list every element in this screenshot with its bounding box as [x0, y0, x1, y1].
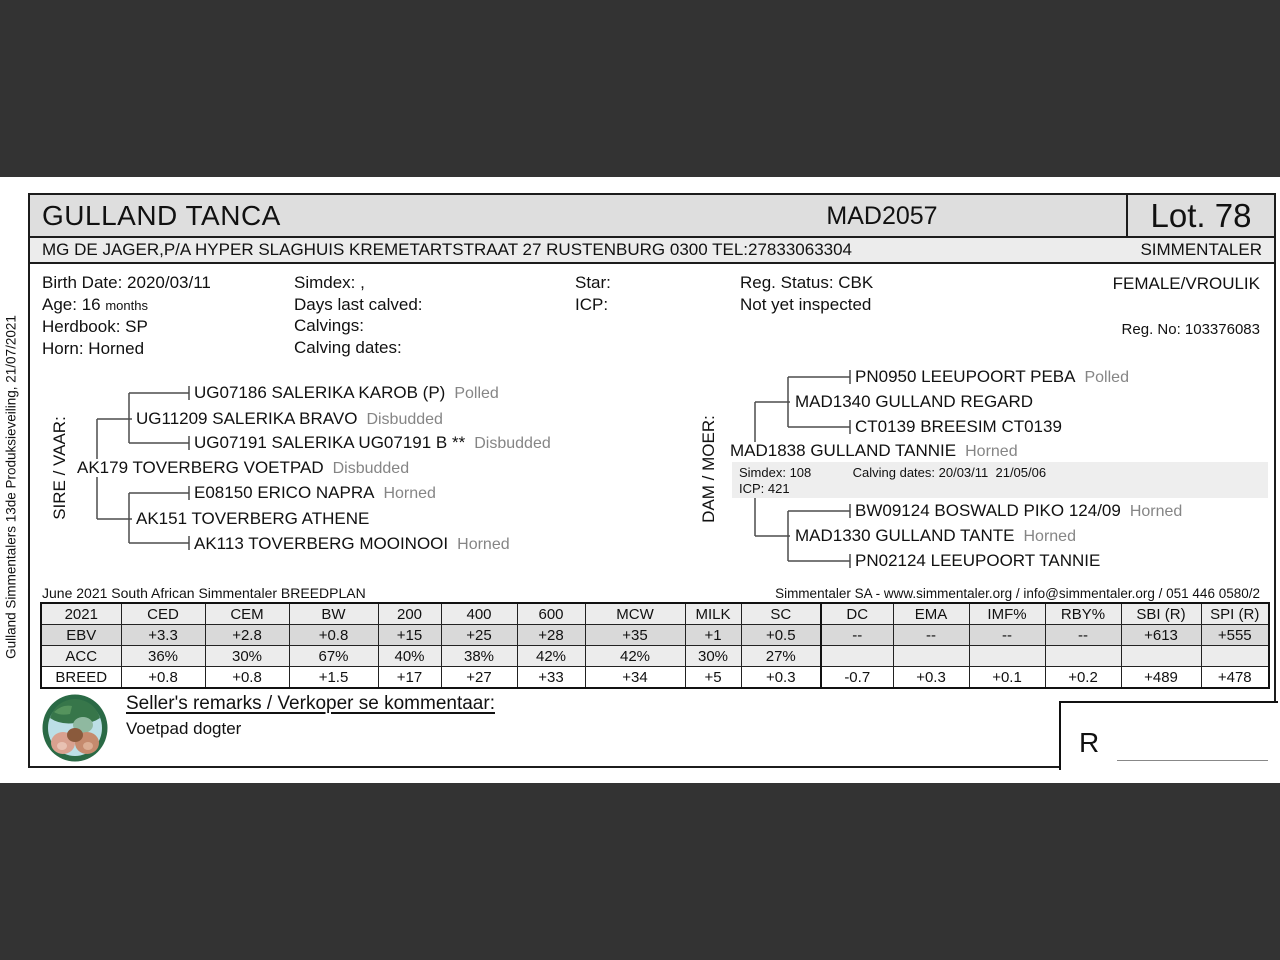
breedplan-row-breed: [41, 667, 1269, 689]
breedplan-cell: +17: [378, 667, 441, 689]
breedplan-cell: +0.8: [289, 625, 378, 646]
registration-number: Reg. No: 103376083: [1121, 321, 1260, 338]
breedplan-cell: [1045, 646, 1121, 667]
breedplan-col-dc: DC: [821, 603, 893, 625]
horn-status: Horned: [457, 536, 510, 553]
animal-code-name: BW09124 BOSWALD PIKO 124/09: [855, 501, 1121, 520]
animal-code-name: PN0950 LEEUPOORT PEBA: [855, 367, 1076, 386]
animal-code-name: UG07186 SALERIKA KAROB (P): [194, 383, 446, 402]
breedplan-cell: +0.8: [121, 667, 205, 689]
horn-status: Disbudded: [332, 460, 410, 477]
breedplan-cell: 67%: [289, 646, 378, 667]
dam-grandsire-dam: [855, 417, 1071, 437]
animal-code-name: UG11209 SALERIKA BRAVO: [136, 409, 358, 428]
calvings: Calvings:: [294, 316, 364, 335]
breedplan-row-label: ACC: [41, 646, 121, 667]
catalog-card: [28, 193, 1276, 768]
details-column-1: [42, 272, 211, 359]
lot-number: Lot. 78: [1126, 195, 1274, 236]
breedplan-cell: +555: [1201, 625, 1269, 646]
breedplan-cell: +0.1: [969, 667, 1045, 689]
sire-granddam-dam: [194, 534, 510, 554]
breedplan-cell: 42%: [517, 646, 585, 667]
breedplan-cell: +27: [441, 667, 517, 689]
breedplan-col-rby-: RBY%: [1045, 603, 1121, 625]
breedplan-row-acc: [41, 646, 1269, 667]
breedplan-col-2021: 2021: [41, 603, 121, 625]
bottom-letterbox-band: [0, 783, 1280, 960]
horn-status: Disbudded: [366, 411, 443, 428]
breedplan-cell: 30%: [205, 646, 289, 667]
breedplan-cell: +478: [1201, 667, 1269, 689]
breedplan-col-600: 600: [517, 603, 585, 625]
breedplan-col-imf-: IMF%: [969, 603, 1045, 625]
dam-dam: [795, 526, 1076, 546]
breedplan-cell: +34: [585, 667, 685, 689]
herdbook: Herdbook: SP: [42, 317, 148, 336]
animal-name: GULLAND TANCA: [42, 200, 281, 231]
breedplan-table: [40, 602, 1270, 689]
sire-column-label: SIRE / VAAR:: [50, 416, 69, 520]
breedplan-cell: [969, 646, 1045, 667]
horn-status: Horned: [383, 485, 436, 502]
dam: [730, 441, 1018, 461]
breedplan-contact: Simmentaler SA - www.simmentaler.org / info@simmentaler.org / 051 446 0580/2: [775, 586, 1260, 601]
breedplan-row-label: BREED: [41, 667, 121, 689]
breedplan-cell: +28: [517, 625, 585, 646]
animal-code-name: MAD1330 GULLAND TANTE: [795, 526, 1015, 545]
horn-status: Horned: [965, 443, 1018, 460]
inspection-status: Not yet inspected: [740, 294, 872, 314]
sire-grandsire-dam: [194, 433, 551, 453]
sire-dam: [136, 509, 378, 529]
breedplan-cell: +489: [1121, 667, 1201, 689]
breedplan-cell: +15: [378, 625, 441, 646]
breedplan-cell: [893, 646, 969, 667]
breedplan-cell: 27%: [741, 646, 821, 667]
seller-remarks-text: Voetpad dogter: [126, 719, 242, 738]
breedplan-cell: +613: [1121, 625, 1201, 646]
owner-line: MG DE JAGER,P/A HYPER SLAGHUIS KREMETARTSTRAAT 27 RUSTENBURG 0300 TEL:27833063304: [42, 240, 853, 259]
breedplan-cell: +2.8: [205, 625, 289, 646]
breedplan-cell: [821, 646, 893, 667]
sire: [77, 458, 409, 478]
animal-code-name: UG07191 SALERIKA UG07191 B **: [194, 433, 466, 452]
details-column-3: [575, 272, 611, 315]
breedplan-cell: +25: [441, 625, 517, 646]
breedplan-cell: 36%: [121, 646, 205, 667]
seller-remarks-heading: Seller's remarks / Verkoper se kommentaar:: [126, 693, 495, 714]
breedplan-col-200: 200: [378, 603, 441, 625]
dam-granddam-dam: [855, 551, 1109, 571]
animal-code-name: E08150 ERICO NAPRA: [194, 483, 375, 502]
breedplan-cell: +0.5: [741, 625, 821, 646]
breedplan-col-sbi-r-: SBI (R): [1121, 603, 1201, 625]
horn-status: Horned: [1129, 503, 1183, 520]
breedplan-col-ced: CED: [121, 603, 205, 625]
price-box: [1059, 701, 1278, 770]
breedplan-title: June 2021 South African Simmentaler BREEDPLAN: [42, 585, 366, 601]
breedplan-cell: +5: [685, 667, 741, 689]
horn-status: Disbudded: [474, 435, 551, 452]
breedplan-cell: +3.3: [121, 625, 205, 646]
breedplan-col-mcw: MCW: [585, 603, 685, 625]
horn-status: Horned: [1023, 528, 1076, 545]
icp: ICP:: [575, 294, 609, 314]
breedplan-cell: --: [821, 625, 893, 646]
breedplan-cell: +1.5: [289, 667, 378, 689]
details-column-2: [294, 272, 423, 358]
breedplan-cell: 30%: [685, 646, 741, 667]
sire-sire: [136, 409, 443, 429]
animal-code-name: AK179 TOVERBERG VOETPAD: [77, 458, 324, 477]
breedplan-col-spi-r-: SPI (R): [1201, 603, 1269, 625]
animal-code-name: PN02124 LEEUPOORT TANNIE: [855, 551, 1101, 570]
calving-dates: Calving dates:: [294, 337, 402, 357]
age: Age: 16 months: [42, 294, 148, 314]
sale-title-vertical-text: Gulland Simmentalers 13de Produksieveiling, 21/07/2021: [3, 315, 19, 659]
breedplan-cell: +0.2: [1045, 667, 1121, 689]
breedplan-cell: [1121, 646, 1201, 667]
breedplan-col-cem: CEM: [205, 603, 289, 625]
dam-granddam-sire: [855, 501, 1182, 521]
horn-status-line: Horn: Horned: [42, 338, 145, 358]
breedplan-cell: --: [969, 625, 1045, 646]
breedplan-header-row: [41, 603, 1269, 625]
age-unit: months: [105, 297, 148, 313]
birth-date: Birth Date: 2020/03/11: [42, 273, 211, 292]
breedplan-cell: +0.3: [741, 667, 821, 689]
breedplan-cell: -0.7: [821, 667, 893, 689]
dam-simdex: Simdex: 108: [739, 465, 812, 480]
reg-status: Reg. Status: CBK: [740, 273, 874, 292]
dam-grandsire-sire: [855, 367, 1129, 387]
sire-grandsire-sire: [194, 383, 499, 403]
dam-calving-dates: Calving dates: 20/03/11 21/05/06: [852, 465, 1047, 480]
breedplan-col-400: 400: [441, 603, 517, 625]
breed-label: SIMMENTALER: [1140, 240, 1262, 259]
breedplan-body: [41, 625, 1269, 689]
dam-icp: ICP: 421: [739, 481, 790, 496]
animal-code-name: AK113 TOVERBERG MOOINOOI: [194, 534, 449, 553]
title-row: [30, 195, 1274, 238]
breedplan-cell: +0.3: [893, 667, 969, 689]
currency-symbol: R: [1079, 727, 1100, 758]
price-fill-in-line: [1117, 760, 1268, 761]
animal-code-name: AK151 TOVERBERG ATHENE: [136, 509, 370, 528]
breedplan-cell: +0.8: [205, 667, 289, 689]
breedplan-cell: --: [893, 625, 969, 646]
breedplan-cell: +33: [517, 667, 585, 689]
owner-row: [30, 238, 1274, 264]
days-last-calved: Days last calved:: [294, 294, 423, 314]
breedplan-row-label: EBV: [41, 625, 121, 646]
animal-code-name: MAD1838 GULLAND TANNIE: [730, 441, 957, 460]
breedplan-col-milk: MILK: [685, 603, 741, 625]
animal-id: MAD2057: [826, 202, 938, 230]
breedplan-cell: [1201, 646, 1269, 667]
simdex: Simdex: ,: [294, 273, 365, 292]
dam-column-label: DAM / MOER:: [699, 415, 718, 523]
animal-code-name: CT0139 BREESIM CT0139: [855, 417, 1062, 436]
breedplan-cell: +35: [585, 625, 685, 646]
simmentaler-logo: [42, 694, 108, 762]
sire-granddam-sire: [194, 483, 436, 503]
breedplan-col-ema: EMA: [893, 603, 969, 625]
horn-status: Polled: [1084, 369, 1129, 386]
breedplan-col-sc: SC: [741, 603, 821, 625]
breedplan-row-ebv: [41, 625, 1269, 646]
details-column-4: [740, 272, 873, 315]
star: Star:: [575, 273, 611, 292]
dam-sire: [795, 392, 1042, 412]
top-letterbox-band: [0, 0, 1280, 177]
breedplan-cell: 40%: [378, 646, 441, 667]
breedplan-cell: 38%: [441, 646, 517, 667]
breedplan-col-bw: BW: [289, 603, 378, 625]
horn-status: Polled: [454, 385, 499, 402]
breedplan-cell: --: [1045, 625, 1121, 646]
animal-code-name: MAD1340 GULLAND REGARD: [795, 392, 1034, 411]
breedplan-cell: +1: [685, 625, 741, 646]
dam-production-details: [732, 462, 1268, 498]
sex-label: FEMALE/VROULIK: [1112, 274, 1260, 293]
breedplan-cell: 42%: [585, 646, 685, 667]
